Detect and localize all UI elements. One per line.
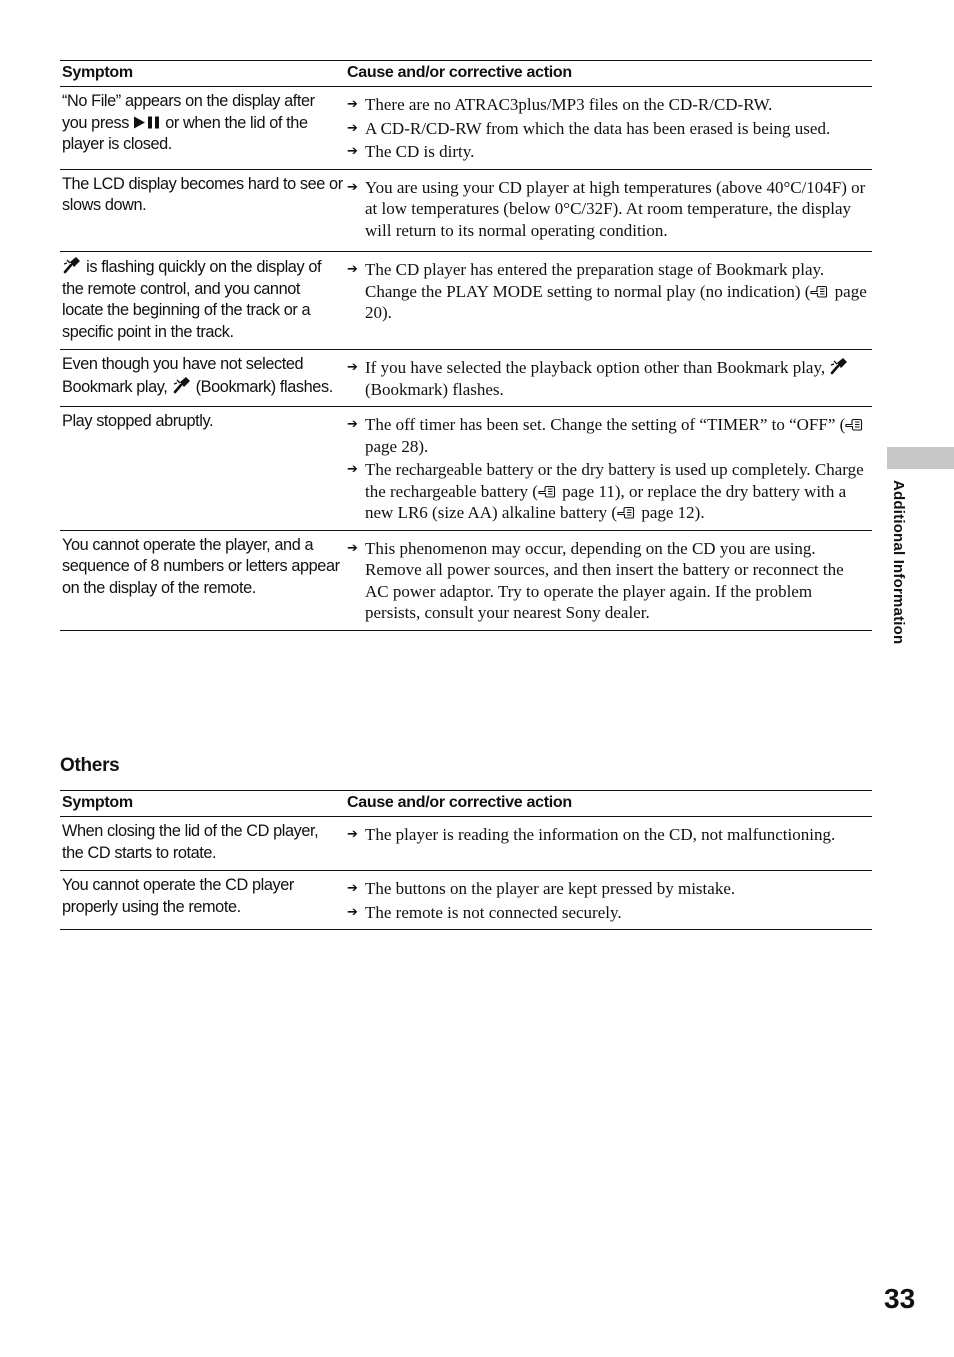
action-item xyxy=(347,414,870,457)
section-tab-bar xyxy=(887,447,954,469)
action-text: The player is reading the information on the CD, not malfunctioning. xyxy=(365,825,836,844)
table-row xyxy=(60,530,872,630)
arrow-icon: ➔ xyxy=(347,97,358,112)
table-row xyxy=(60,169,872,252)
others-table xyxy=(60,790,872,930)
action-item xyxy=(347,902,870,924)
action-text: The rechargeable battery or the dry battery is used up completely. Charge the rechargeable battery ( xyxy=(365,460,864,501)
action-item xyxy=(347,459,870,524)
pointing-hand-icon xyxy=(845,418,865,431)
symptom-cell: The LCD display becomes hard to see or slows down. xyxy=(60,169,345,252)
symptom-cell: When closing the lid of the CD player, the CD starts to rotate. xyxy=(60,817,345,871)
table-row xyxy=(60,87,872,170)
action-text: The off timer has been set. Change the setting of “TIMER” to “OFF” ( xyxy=(365,415,846,434)
action-cell xyxy=(345,169,872,252)
symptom-cell xyxy=(60,87,345,170)
section-title-others: Others xyxy=(60,755,120,776)
action-item xyxy=(347,357,870,400)
action-text: The CD is dirty. xyxy=(365,142,475,161)
cause-header: Cause and/or corrective action xyxy=(345,61,872,87)
symptom-text: “No File” appears on the display after you press xyxy=(62,92,315,132)
table-header-row xyxy=(60,791,872,817)
symptom-cell xyxy=(60,350,345,407)
action-item xyxy=(347,177,870,246)
symptom-text: (Bookmark) flashes. xyxy=(191,377,333,396)
action-text: The buttons on the player are kept pressed by mistake. xyxy=(365,879,736,898)
arrow-icon: ➔ xyxy=(347,120,358,136)
action-text: The CD player has entered the preparation stage of Bookmark play. Change the PLAY MODE setting to normal play (no indication) ( xyxy=(365,260,825,301)
arrow-icon: ➔ xyxy=(347,360,358,375)
troubleshooting-table xyxy=(60,60,872,631)
bookmark-icon xyxy=(829,357,849,375)
arrow-icon: ➔ xyxy=(347,881,358,896)
arrow-icon: ➔ xyxy=(347,462,358,477)
action-text: page 28). xyxy=(365,436,429,456)
action-item xyxy=(347,824,870,846)
action-item xyxy=(347,141,870,163)
action-text: page 12). xyxy=(637,503,705,522)
arrow-icon: ➔ xyxy=(347,262,358,277)
action-cell xyxy=(345,87,872,170)
table-row xyxy=(60,407,872,531)
action-item xyxy=(347,94,870,116)
action-cell xyxy=(345,350,872,407)
arrow-icon: ➔ xyxy=(347,417,358,432)
section-tab-label: Additional Information xyxy=(890,480,907,645)
action-text: page 20). xyxy=(365,281,867,322)
action-text: page 11), or replace the dry battery with a new LR6 (size AA) alkaline battery ( xyxy=(365,481,847,522)
table-row xyxy=(60,871,872,930)
action-text: (Bookmark) flashes. xyxy=(365,379,504,399)
symptom-text: Even though you have not selected Bookmark play, xyxy=(62,355,304,396)
cause-header: Cause and/or corrective action xyxy=(345,791,872,817)
arrow-icon: ➔ xyxy=(347,179,358,195)
pointing-hand-icon xyxy=(617,506,637,519)
action-cell xyxy=(345,530,872,630)
action-text: A CD-R/CD-RW from which the data has been erased is being used. xyxy=(365,118,831,138)
arrow-icon: ➔ xyxy=(347,144,358,159)
bookmark-icon xyxy=(62,256,82,274)
pointing-hand-icon xyxy=(810,285,830,298)
symptom-header: Symptom xyxy=(60,791,345,817)
symptom-text: or when the lid of the player is closed. xyxy=(62,113,308,153)
action-text: There are no ATRAC3plus/MP3 files on the CD-R/CD-RW. xyxy=(365,95,773,114)
action-cell xyxy=(345,252,872,350)
table-header-row xyxy=(60,61,872,87)
arrow-icon: ➔ xyxy=(347,540,358,556)
action-cell xyxy=(345,407,872,531)
symptom-cell xyxy=(60,252,345,350)
action-cell xyxy=(345,871,872,930)
symptom-text: is flashing quickly on the display of the remote control, and you cannot locate the beginning of the track or a specific point in the track. xyxy=(62,258,322,341)
action-text: The remote is not connected securely. xyxy=(365,902,622,922)
action-text: This phenomenon may occur, depending on the CD you are using. Remove all power sources, and then insert the battery or reconnect the AC power adaptor. Try to operate the player again. If the problem persists, consult your nearest Sony dealer. xyxy=(365,538,844,622)
action-item xyxy=(347,259,870,324)
bookmark-icon xyxy=(172,376,192,394)
action-cell xyxy=(345,817,872,871)
symptom-cell: You cannot operate the player, and a sequence of 8 numbers or letters appear on the display of the remote. xyxy=(60,530,345,630)
table-row xyxy=(60,350,872,407)
symptom-header: Symptom xyxy=(60,61,345,87)
pointing-hand-icon xyxy=(538,485,558,498)
arrow-icon: ➔ xyxy=(347,904,358,920)
action-item xyxy=(347,538,870,624)
symptom-cell: You cannot operate the CD player properly using the remote. xyxy=(60,871,345,930)
arrow-icon: ➔ xyxy=(347,827,358,842)
action-text: If you have selected the playback option other than Bookmark play, xyxy=(365,358,830,377)
table-row xyxy=(60,817,872,871)
action-item xyxy=(347,118,870,140)
symptom-cell: Play stopped abruptly. xyxy=(60,407,345,531)
table-row xyxy=(60,252,872,350)
action-item xyxy=(347,878,870,900)
action-text: You are using your CD player at high temperatures (above 40°C/104F) or at low temperatures (below 0°C/32F). At room temperature, the display will return to its normal operating condition. xyxy=(365,177,866,240)
page-number: 33 xyxy=(884,1283,916,1314)
play-pause-icon xyxy=(133,116,161,129)
